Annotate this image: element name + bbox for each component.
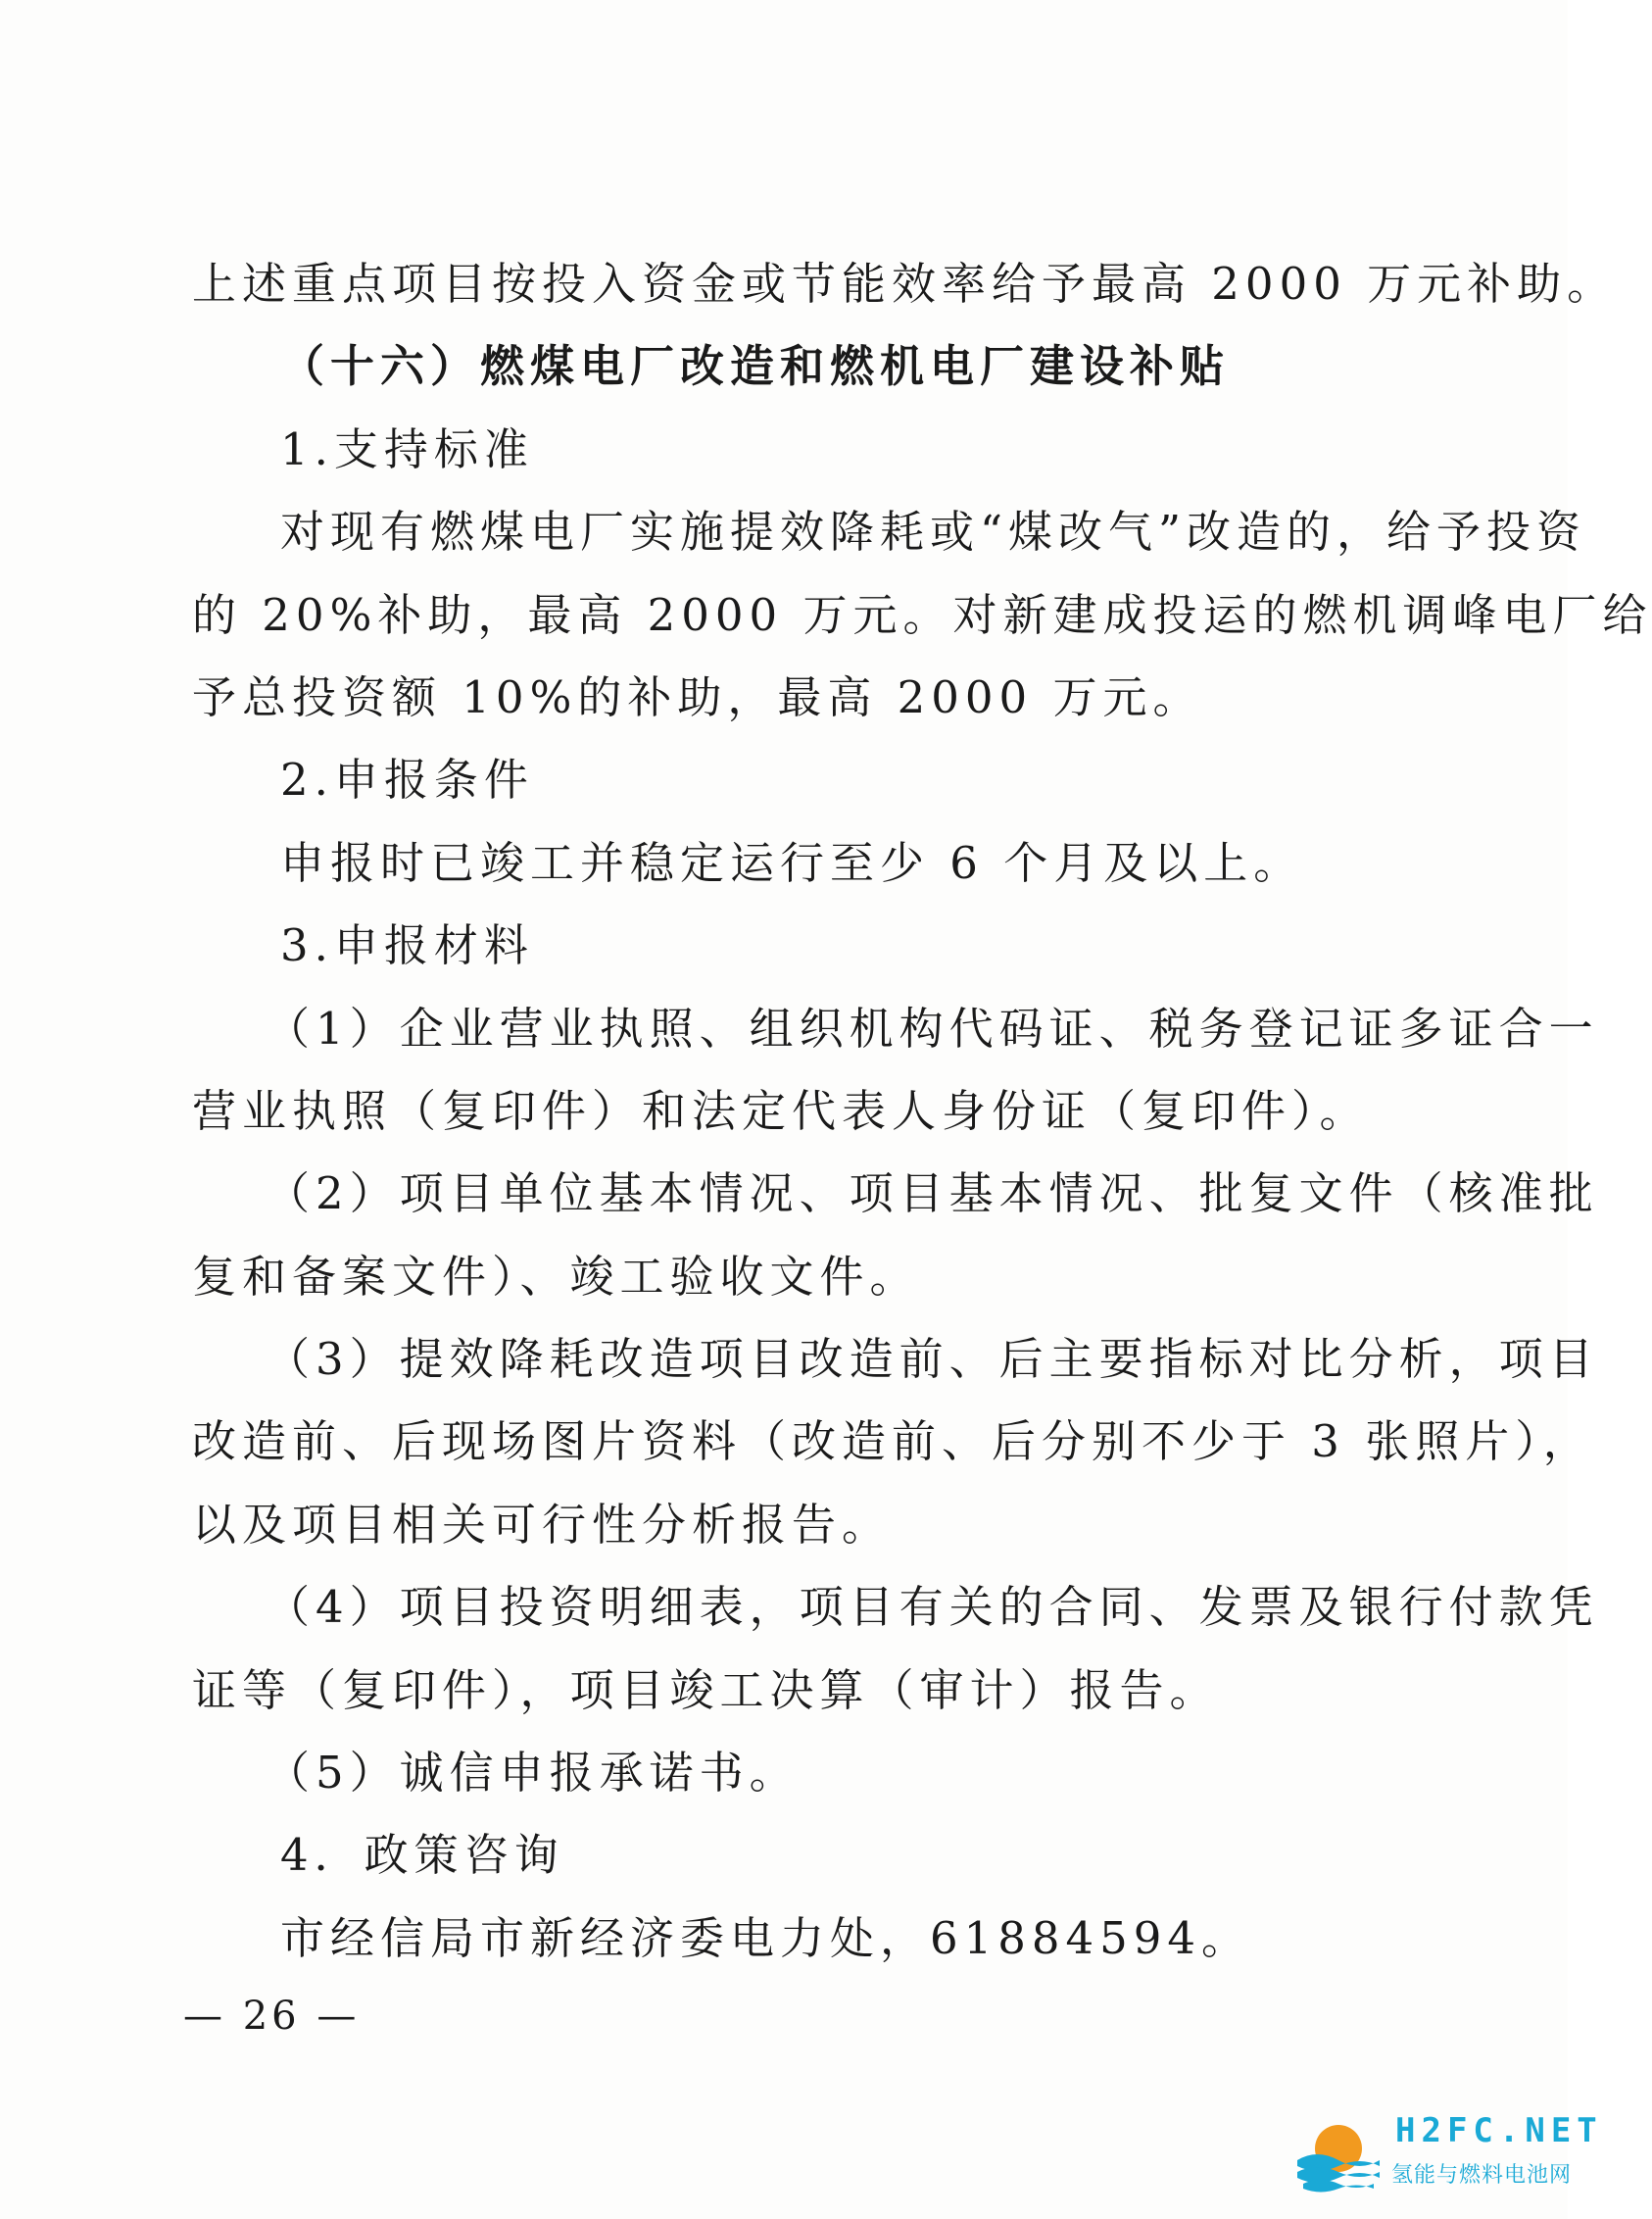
text-line: 市经信局市新经济委电力处，61884594。 — [280, 1911, 1252, 1964]
watermark-brand: H2FC.NET — [1395, 2111, 1603, 2150]
text-line: 上述重点项目按投入资金或节能效率给予最高 2000 万元补助。 — [192, 258, 1618, 310]
subheading: 3.申报材料 — [280, 919, 534, 972]
watermark-subtitle: 氢能与燃料电池网 — [1391, 2163, 1573, 2188]
text-line: 以及项目相关可行性分析报告。 — [192, 1498, 893, 1551]
subheading: 1.支持标准 — [280, 422, 534, 475]
text-line: 营业执照（复印件）和法定代表人身份证（复印件）。 — [192, 1084, 1370, 1137]
subheading: 4．政策咨询 — [280, 1829, 564, 1882]
watermark — [1293, 2107, 1603, 2205]
text-line: 证等（复印件），项目竣工决算（审计）报告。 — [192, 1663, 1220, 1716]
sun-over-waves-logo-icon — [1293, 2115, 1384, 2194]
text-line: 复和备案文件）、竣工验收文件。 — [192, 1250, 920, 1303]
text-line: 申报时已竣工并稳定运行至少 6 个月及以上。 — [280, 836, 1304, 889]
list-item: （3）提效降耗改造项目改造前、后主要指标对比分析，项目 — [266, 1333, 1599, 1386]
section-heading: （十六）燃煤电厂改造和燃机电厂建设补贴 — [280, 340, 1231, 393]
page-number: — 26 — — [183, 1994, 361, 2039]
list-item: （1）企业营业执照、组织机构代码证、税务登记证多证合一 — [266, 1002, 1599, 1055]
text-line: 对现有燃煤电厂实施提效降耗或“煤改气”改造的，给予投资 — [280, 506, 1587, 559]
subheading: 2.申报条件 — [280, 754, 534, 807]
text-line: 改造前、后现场图片资料（改造前、后分别不少于 3 张照片）， — [192, 1415, 1593, 1468]
list-item: （5）诚信申报承诺书。 — [266, 1747, 800, 1800]
list-item: （4）项目投资明细表，项目有关的合同、发票及银行付款凭 — [266, 1581, 1599, 1634]
list-item: （2）项目单位基本情况、项目基本情况、批复文件（核准批 — [266, 1167, 1599, 1220]
document-body — [192, 243, 1652, 1980]
text-line: 予总投资额 10%的补助，最高 2000 万元。 — [192, 670, 1203, 723]
text-line: 的 20%补助，最高 2000 万元。对新建成投运的燃机调峰电厂给 — [192, 588, 1652, 641]
